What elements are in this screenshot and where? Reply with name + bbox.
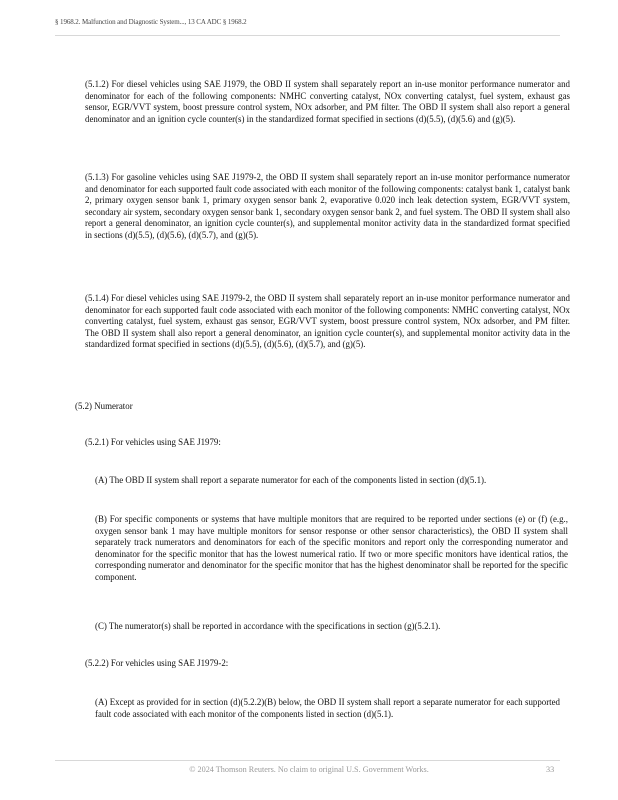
footer-divider <box>55 760 560 761</box>
paragraph-5-1-4: (5.1.4) For diesel vehicles using SAE J1979-2, the OBD II system shall separately report an in-use monitor performance numerator and denominator for each supported fault code associated with each monitor of the following components: NMHC converting catalyst, NOx converting catalyst, fuel system, exhaust gas sensor, EGR/VVT system, boost pressure control system, NOx adsorber, and PM filter. The OBD II system shall also report a general denominator, an ignition cycle counter(s), and supplemental monitor activity data in the standardized format specified in sections (d)(5.5), (d)(5.6), (d)(5.7), and (g)(5). <box>85 293 570 350</box>
paragraph-5-2-1-C: (C) The numerator(s) shall be reported in accordance with the specifications in section (g)(5.2.1). <box>95 621 441 631</box>
paragraph-5-1-3: (5.1.3) For gasoline vehicles using SAE J1979-2, the OBD II system shall separately report an in-use monitor performance numerator and denominator for each supported fault code associated with each monitor of the following components: catalyst bank 1, catalyst bank 2, primary oxygen sensor bank 1, primary oxygen sensor bank 2, evaporative 0.020 inch leak detection system, EGR/VVT system, secondary air system, secondary oxygen sensor bank 1, secondary oxygen sensor bank 2, and fuel system. The OBD II system shall also report a general denominator, an ignition cycle counter(s), and supplemental monitor activity data in the standardized format specified in sections (d)(5.5), (d)(5.6), (d)(5.7), and (g)(5). <box>85 172 570 240</box>
header-divider <box>55 35 560 36</box>
paragraph-5-2-1-B: (B) For specific components or systems that have multiple monitors that are required to be reported under sections (e) or (f) (e.g., oxygen sensor bank 1 may have multiple monitors for sensor response or other sensor characteristics), the OBD II system shall separately track numerators and denominators for each of the specific monitors and report only the corresponding numerator and denominator for the specific monitor that has the lowest numerical ratio. If two or more specific monitors have identical ratios, the corresponding numerator and denominator for the specific monitor that has the highest denominator shall be reported for the specific component. <box>95 514 568 582</box>
paragraph-5-2-1-A: (A) The OBD II system shall report a separate numerator for each of the components listed in section (d)(5.1). <box>95 475 487 485</box>
heading-5-2-2: (5.2.2) For vehicles using SAE J1979-2: <box>85 658 229 668</box>
paragraph-5-1-2: (5.1.2) For diesel vehicles using SAE J1979, the OBD II system shall separately report an in-use monitor performance numerator and denominator for each of the following components: NMHC converting catalyst, NOx converting catalyst, fuel system, exhaust gas sensor, EGR/VVT system, boost pressure control system, NOx adsorber, and PM filter. The OBD II system shall also report a general denominator and an ignition cycle counter(s) in the standardized format specified in sections (d)(5.5), (d)(5.6) and (g)(5). <box>85 79 570 124</box>
page-number: 33 <box>546 765 555 774</box>
running-head: § 1968.2. Malfunction and Diagnostic System..., 13 CA ADC § 1968.2 <box>55 18 247 26</box>
paragraph-5-2-2-A: (A) Except as provided for in section (d)(5.2.2)(B) below, the OBD II system shall report a separate numerator for each supported fault code associated with each monitor of the components listed in section (d)(5.1). <box>95 697 560 719</box>
heading-5-2-1: (5.2.1) For vehicles using SAE J1979: <box>85 437 221 447</box>
footer-copyright: © 2024 Thomson Reuters. No claim to original U.S. Government Works. <box>189 765 429 774</box>
heading-5-2: (5.2) Numerator <box>75 401 133 411</box>
